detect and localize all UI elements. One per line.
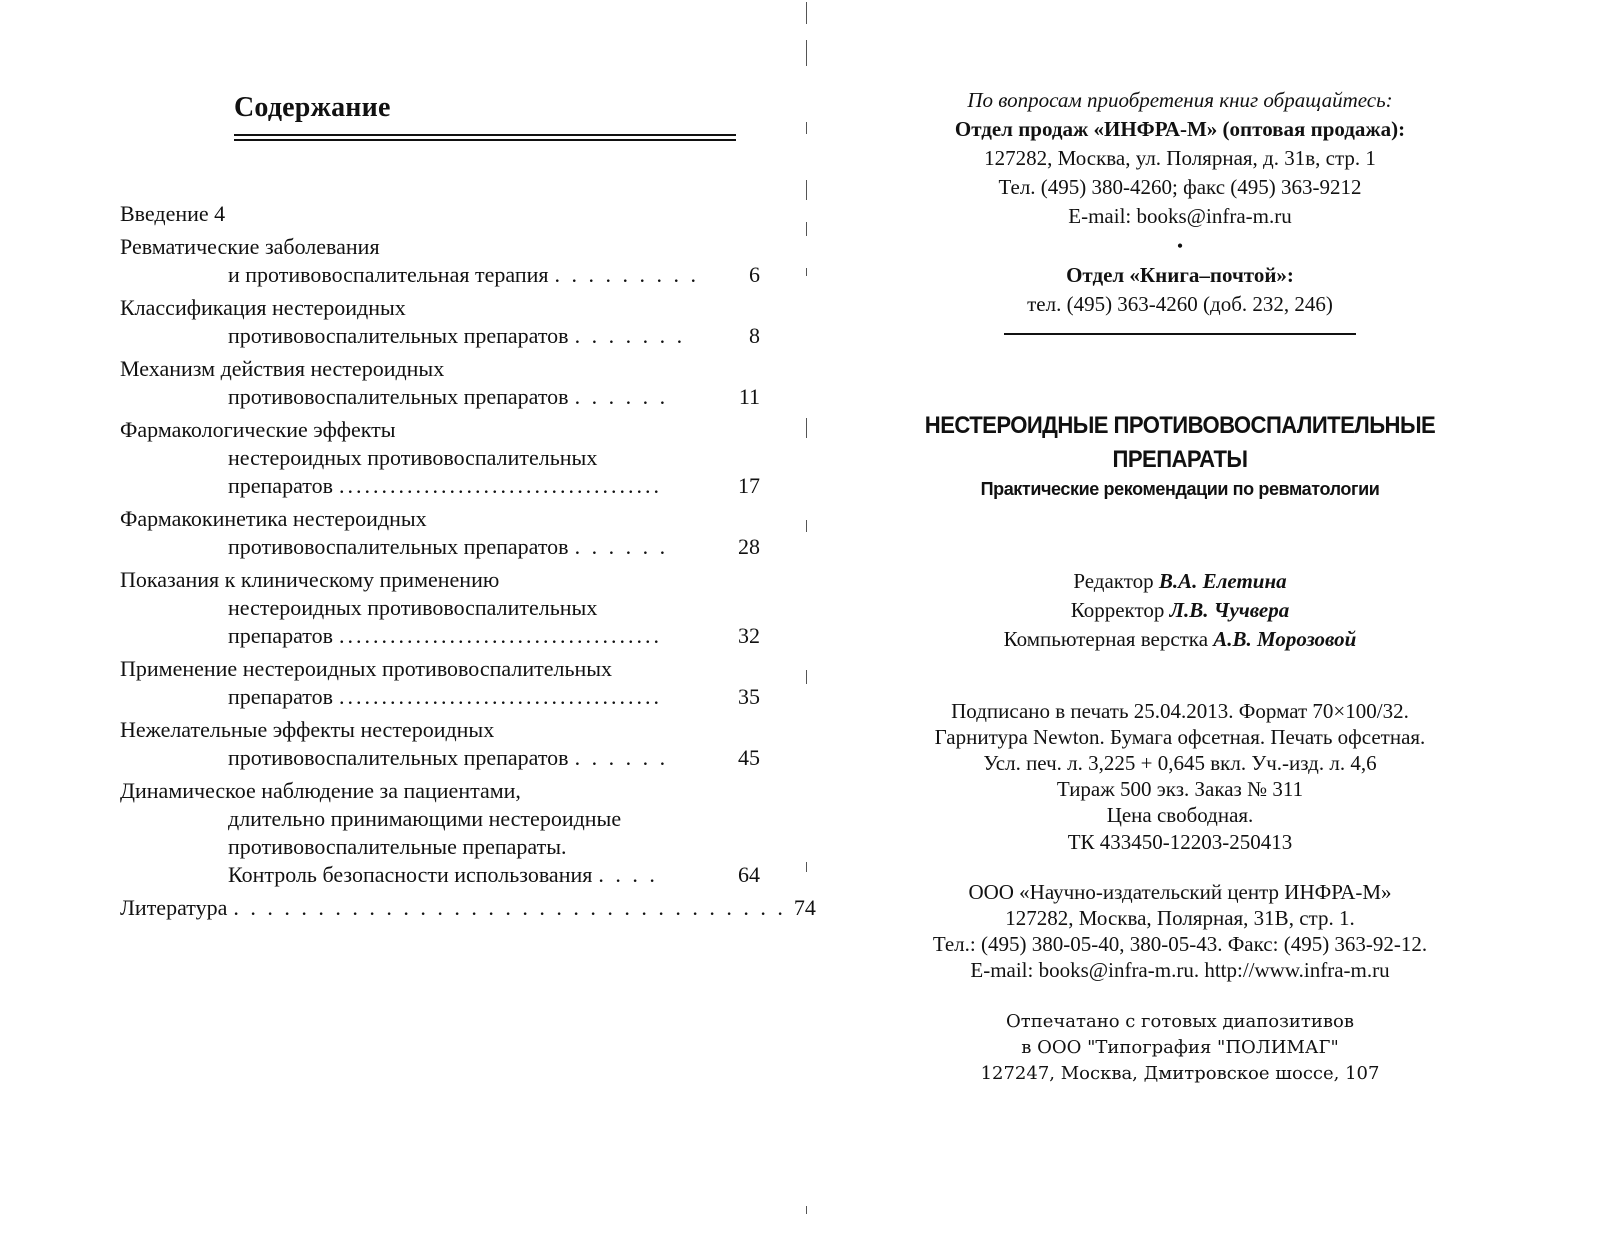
toc-entry-line: Фармакологические эффекты: [120, 417, 396, 442]
toc-entry-line: Классификация нестероидных: [120, 295, 406, 320]
toc-page-number: 74: [793, 895, 816, 920]
page-gutter: [806, 0, 808, 1240]
toc-entry-line: нестероидных противовоспалительных: [228, 445, 598, 470]
toc-entry-last-line: [120, 894, 816, 922]
toc-entry: [120, 777, 760, 889]
toc-page-number: 64: [738, 862, 760, 887]
toc-entry-line: нестероидных противовоспалительных: [228, 595, 598, 620]
toc-entry-text: Введение 4: [120, 201, 226, 226]
toc-entry: [120, 716, 760, 772]
toc-entry: [120, 355, 760, 411]
sales-email: E-mail: books@infra-m.ru: [1068, 204, 1292, 228]
toc-entry-line: Нежелательные эффекты нестероидных: [120, 717, 495, 742]
publisher-name: ООО «Научно-издательский центр ИНФРА-М»: [968, 880, 1392, 904]
price-note: Цена свободная.: [1106, 803, 1254, 827]
purchase-inquiry: По вопросам приобретения книг обращайтесь:: [967, 88, 1393, 112]
mail-order-phone: тел. (495) 363-4260 (доб. 232, 246): [1027, 292, 1333, 316]
toc-entry: [120, 233, 760, 289]
toc-dot-leader: . . . . . .: [574, 745, 669, 770]
toc-dot-leader: . . . . . .: [574, 534, 669, 559]
toc-entry-line: Динамическое наблюдение за пациентами,: [120, 778, 521, 803]
typeface-paper: Гарнитура Newton. Бумага офсетная. Печать офсетная.: [934, 725, 1426, 749]
toc-entry-text: препаратов: [228, 684, 333, 709]
toc-entry: [120, 655, 760, 711]
toc-dot-leader: ......................................: [338, 684, 662, 709]
publisher-info: [900, 879, 1460, 983]
toc-page-number: 32: [738, 623, 760, 648]
toc-entry-text: противовоспалительных препаратов: [228, 534, 569, 559]
publisher-phone: Тел.: (495) 380-05-40, 380-05-43. Факс: (495) 363-92-12.: [932, 932, 1428, 956]
contact-divider: [1004, 333, 1356, 335]
toc-entry-last-line: [120, 533, 760, 561]
bullet-separator: •: [1176, 236, 1184, 256]
toc-entry-text: противовоспалительных препаратов: [228, 323, 569, 348]
imprint-page: [900, 86, 1460, 1087]
toc-entry-line: Фармакокинетика нестероидных: [120, 506, 427, 531]
toc-entry-line: Механизм действия нестероидных: [120, 356, 445, 381]
toc-entry-last-line: [120, 383, 760, 411]
toc-entry-line: Ревматические заболевания: [120, 234, 380, 259]
toc-dot-leader: ......................................: [338, 473, 662, 498]
editor-credit: Редактор В.А. Елетина: [1073, 569, 1287, 593]
toc-entry-line: противовоспалительные препараты.: [228, 834, 567, 859]
toc-entry-text: Контроль безопасности использования: [228, 862, 593, 887]
publisher-address: 127282, Москва, Полярная, 31В, стр. 1.: [1005, 906, 1355, 930]
toc-entry: [120, 505, 760, 561]
publication-data: [900, 698, 1460, 828]
toc-page-number: 8: [749, 323, 760, 348]
toc-entry-line: длительно принимающими нестероидные: [228, 806, 622, 831]
toc-list: [120, 200, 816, 927]
sales-phone: Тел. (495) 380-4260; факс (495) 363-9212: [998, 175, 1362, 199]
sales-department: Отдел продаж «ИНФРА-М» (оптовая продажа):: [954, 117, 1406, 141]
toc-dot-leader: . . . . . . . . . . . . . . . . . . . . . . . . . . . . . . . . .: [233, 895, 786, 920]
toc-page-number: 28: [738, 534, 760, 559]
toc-entry-text: препаратов: [228, 623, 333, 648]
toc-page-number: 35: [738, 684, 760, 709]
corrector-name: Л.В. Чучвера: [1169, 598, 1290, 622]
toc-dot-leader: . . . . . . . . .: [554, 262, 699, 287]
print-run: Тираж 500 экз. Заказ № 311: [1056, 777, 1304, 801]
toc-entry-last-line: [120, 261, 760, 289]
toc-entry-last-line: [120, 683, 760, 711]
book-subtitle: Практические рекомендации по ревматологии: [980, 479, 1380, 499]
printing-house-address: 127247, Москва, Дмитровское шоссе, 107: [980, 1063, 1380, 1084]
mail-order-department: Отдел «Книга–почтой»:: [1066, 263, 1294, 287]
toc-dot-leader: ......................................: [338, 623, 662, 648]
toc-entry-text: препаратов: [228, 473, 333, 498]
printed-from: Отпечатано с готовых диапозитивов: [1006, 1011, 1354, 1032]
editor-name: В.А. Елетина: [1158, 569, 1287, 593]
toc-entry: [120, 200, 760, 228]
toc-entry: [120, 294, 760, 350]
book-title-block: [900, 409, 1460, 501]
toc-entry-line: Применение нестероидных противовоспалительных: [120, 656, 613, 681]
layout-credit: Компьютерная верстка А.В. Морозовой: [1003, 627, 1357, 651]
toc-entry: [120, 416, 760, 500]
toc-entry-line: Показания к клиническому применению: [120, 567, 500, 592]
toc-page-number: 45: [738, 745, 760, 770]
toc-entry-text: и противовоспалительная терапия: [228, 262, 549, 287]
layout-name: А.В. Морозовой: [1213, 627, 1357, 651]
toc-entry: [120, 894, 816, 922]
credits: [900, 567, 1460, 654]
toc-page-number: 6: [749, 262, 760, 287]
sales-address: 127282, Москва, ул. Полярная, д. 31в, стр. 1: [984, 146, 1376, 170]
publisher-web: E-mail: books@infra-m.ru. http://www.infra-m.ru: [970, 958, 1390, 982]
toc-page-number: 11: [738, 384, 760, 409]
toc-page-number: 17: [738, 473, 760, 498]
toc-entry-last-line: [120, 744, 760, 772]
toc-entry: [120, 566, 760, 650]
toc-title: Содержание: [234, 92, 391, 123]
printer-info: [900, 1009, 1460, 1087]
signed-to-print: Подписано в печать 25.04.2013. Формат 70×100/32.: [951, 699, 1409, 723]
book-title-line-1: НЕСТЕРОИДНЫЕ ПРОТИВОВОСПАЛИТЕЛЬНЫЕ: [924, 412, 1436, 439]
printed-sheets: Усл. печ. л. 3,225 + 0,645 вкл. Уч.-изд. л. 4,6: [983, 751, 1377, 775]
toc-title-rule: [234, 134, 736, 141]
printing-house: в ООО "Типография "ПОЛИМАГ": [1021, 1037, 1339, 1058]
tk-code: ТК 433450-12203-250413: [1067, 830, 1293, 854]
toc-entry-text: Литература: [120, 895, 228, 920]
toc-dot-leader: . . . .: [598, 862, 658, 887]
toc-entry-last-line: [120, 322, 760, 350]
toc-entry-text: противовоспалительных препаратов: [228, 745, 569, 770]
toc-dot-leader: . . . . . . .: [574, 323, 686, 348]
toc-entry-last-line: [120, 622, 760, 650]
toc-entry-last-line: [120, 472, 760, 500]
toc-entry-last-line: [120, 200, 760, 228]
toc-entry-last-line: [120, 861, 760, 889]
book-title-line-2: ПРЕПАРАТЫ: [1112, 446, 1248, 473]
corrector-credit: Корректор Л.В. Чучвера: [1070, 598, 1290, 622]
toc-dot-leader: . . . . . .: [574, 384, 669, 409]
toc-entry-text: противовоспалительных препаратов: [228, 384, 569, 409]
